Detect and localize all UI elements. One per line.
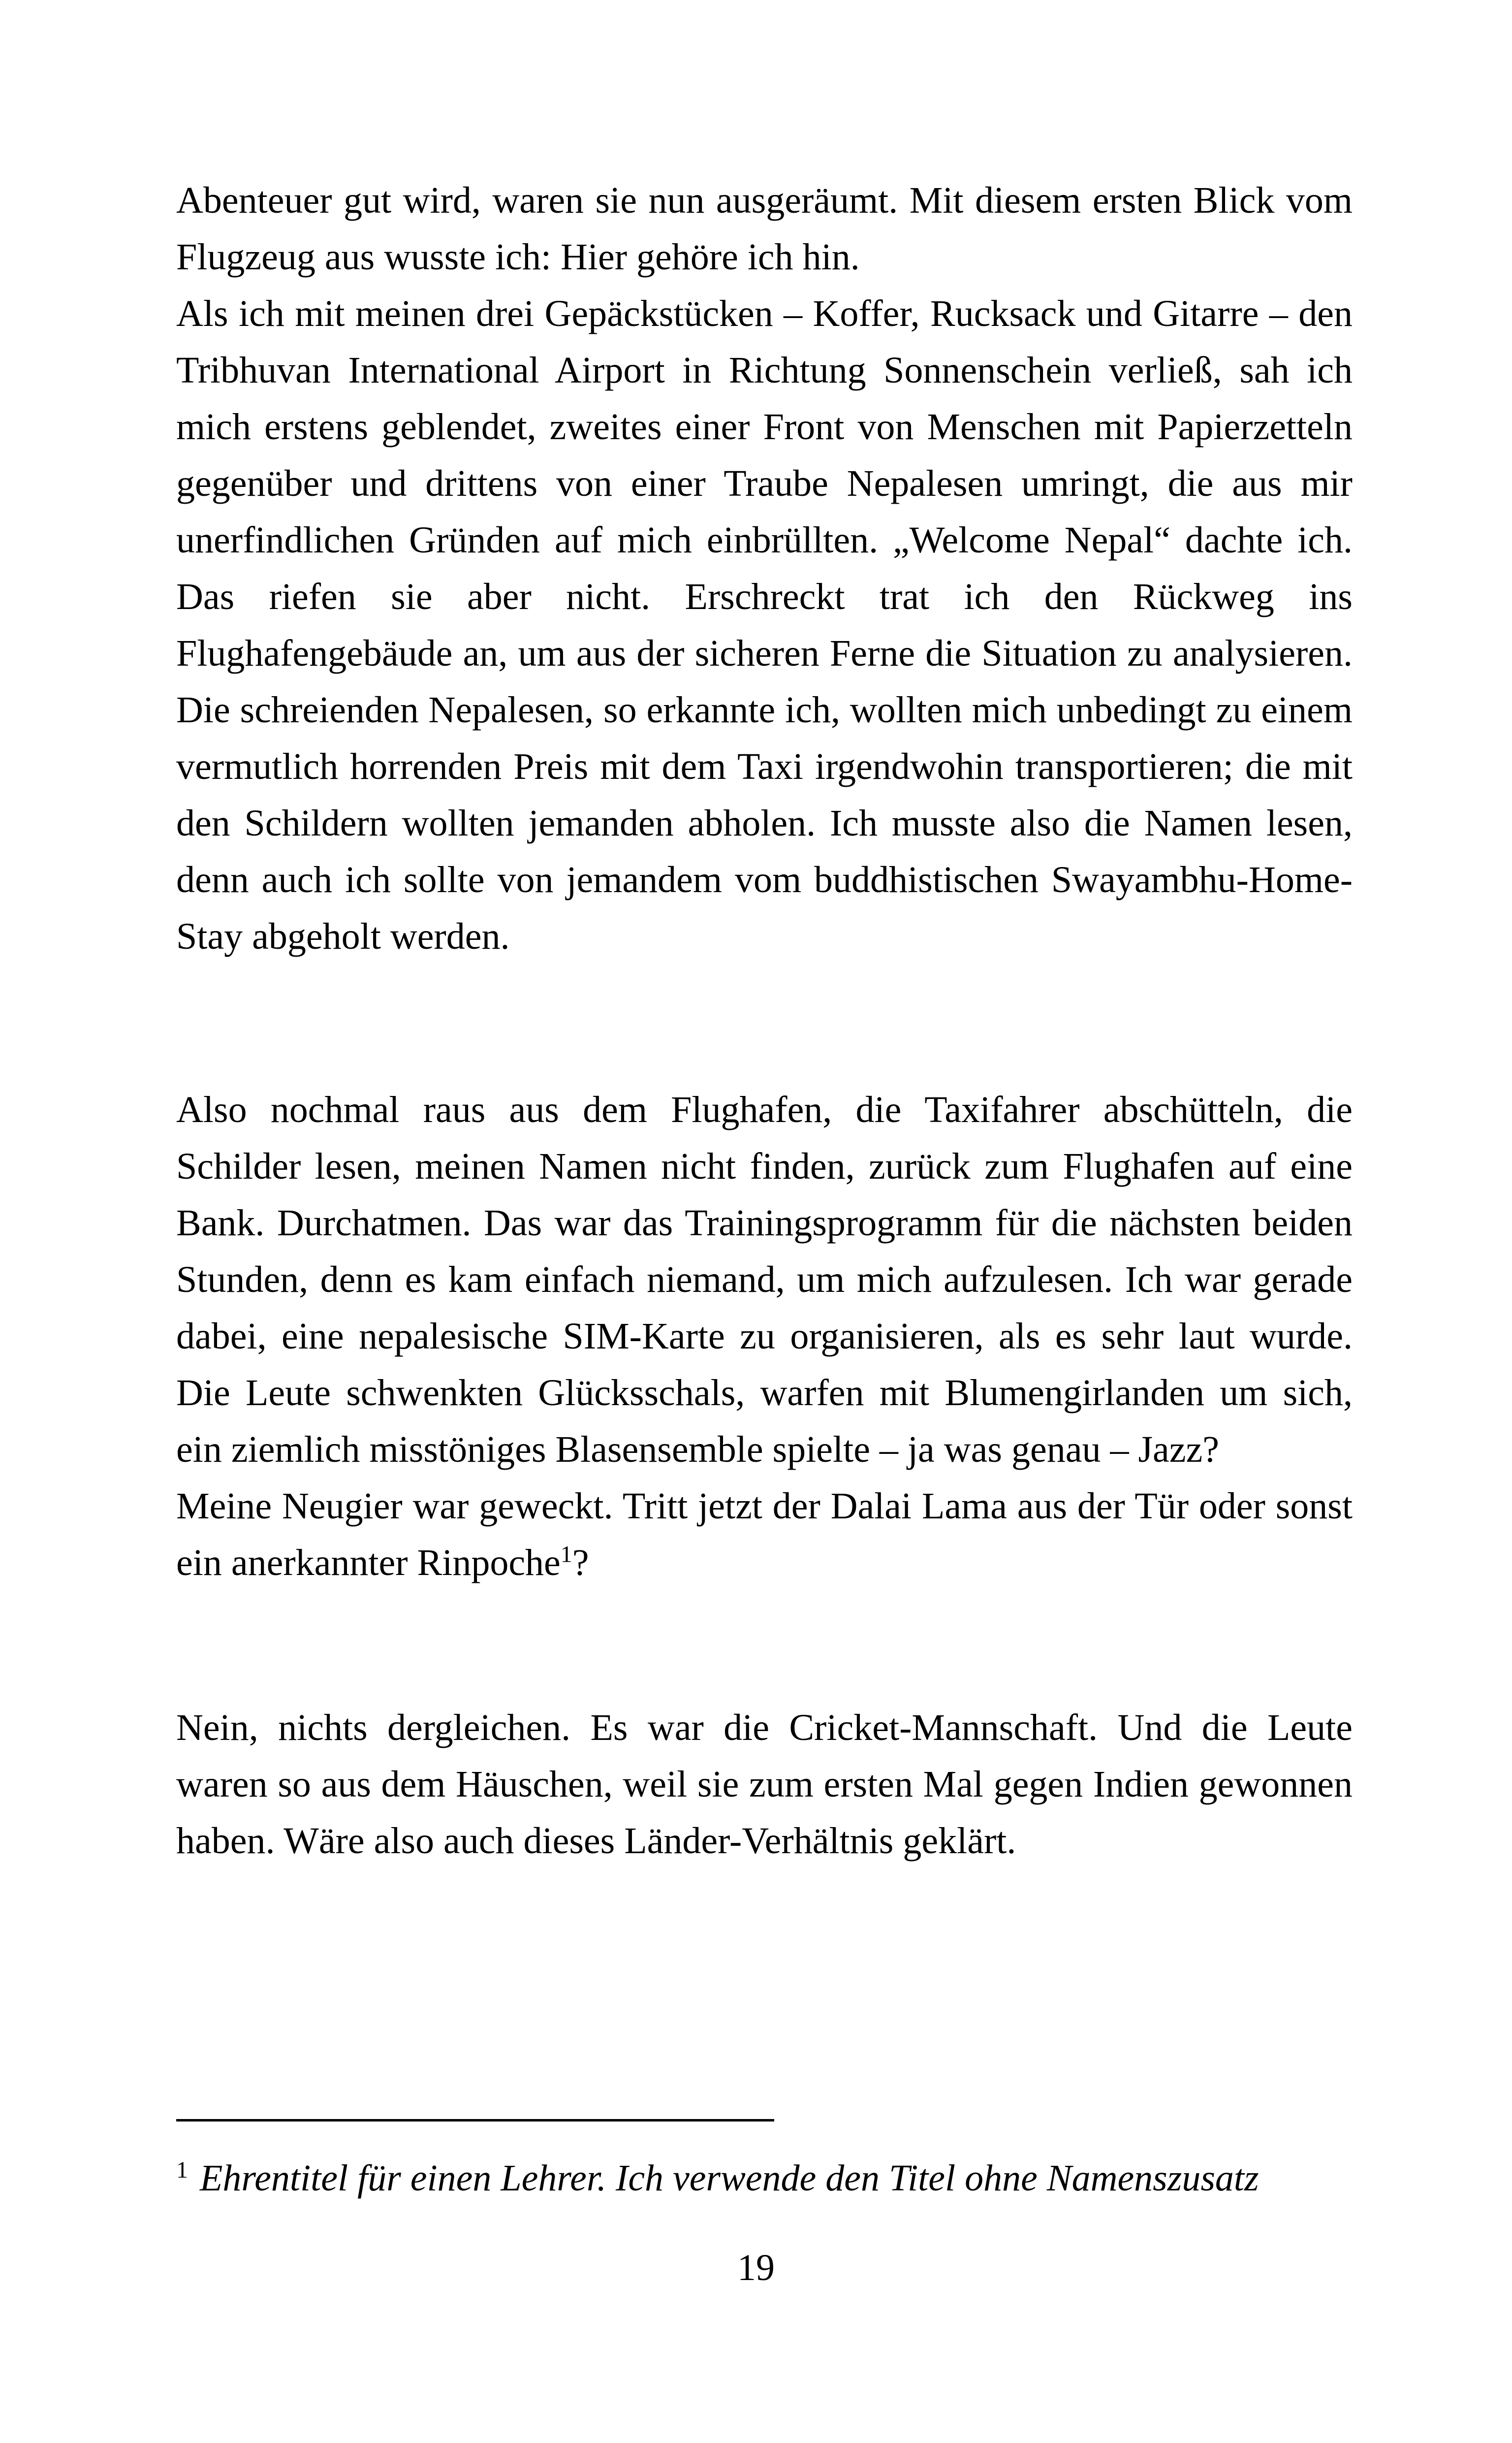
footnote-reference: 1 (560, 1541, 572, 1568)
paragraph-with-footnote (176, 1478, 1353, 1591)
paragraph: Abenteuer gut wird, waren sie nun ausgeräumt. Mit diesem ersten Blick vom Flugzeug aus wusste ich: Hier gehöre ich hin. (176, 180, 1353, 278)
footnote-separator (176, 2119, 774, 2122)
paragraph-text: Meine Neugier war geweckt. Tritt jetzt der Dalai Lama aus der Tür oder sonst ein anerkannter Rinpoche (176, 1485, 1353, 1583)
body-text-section-2 (176, 1082, 1353, 1591)
body-text-section-1 (176, 172, 1353, 965)
footnote-mark: 1 (176, 2156, 188, 2183)
footnote (176, 2154, 1353, 2203)
paragraph-tail: ? (572, 1542, 589, 1583)
paragraph: Als ich mit meinen drei Gepäckstücken – Koffer, Rucksack und Gitarre – den Tribhuvan International Airport in Richtung Sonnenschein verließ, sah ich mich erstens geblendet, zweites einer Front von Menschen mit Papierzetteln gegenüber und drittens von einer Traube Nepalesen umringt, die aus mir unerfindlichen Gründen auf mich einbrüllten. „Welcome Nepal“ dachte ich. Das riefen sie aber nicht. Erschreckt trat ich den Rückweg ins Flughafengebäude an, um aus der sicheren Ferne die Situation zu analysieren. Die schreienden Nepalesen, so erkannte ich, wollten mich unbedingt zu einem vermutlich horrenden Preis mit dem Taxi irgendwohin transportieren; die mit den Schildern wollten jemanden abholen. Ich musste also die Namen lesen, denn auch ich sollte von jemandem vom buddhistischen Swayambhu-Home-Stay abgeholt werden. (176, 293, 1353, 957)
body-text-section-3 (176, 1700, 1353, 1869)
footnote-text: Ehrentitel für einen Lehrer. Ich verwende den Titel ohne Namenszusatz (200, 2157, 1259, 2199)
paragraph: Also nochmal raus aus dem Flughafen, die Taxifahrer abschütteln, die Schilder lesen, meinen Namen nicht finden, zurück zum Flughafen auf eine Bank. Durchatmen. Das war das Trainingsprogramm für die nächsten beiden Stunden, denn es kam einfach niemand, um mich aufzulesen. Ich war gerade dabei, eine nepalesische SIM-Karte zu organisieren, als es sehr laut wurde. Die Leute schwenkten Glücksschals, warfen mit Blumengirlanden um sich, ein ziemlich misstöniges Blasensemble spielte – ja was genau – Jazz? (176, 1089, 1353, 1470)
paragraph: Nein, nichts dergleichen. Es war die Cricket-Mannschaft. Und die Leute waren so aus dem Häuschen, weil sie zum ersten Mal gegen Indien gewonnen haben. Wäre also auch dieses Länder-Verhältnis geklärt. (176, 1707, 1353, 1862)
page-number: 19 (737, 2247, 775, 2288)
